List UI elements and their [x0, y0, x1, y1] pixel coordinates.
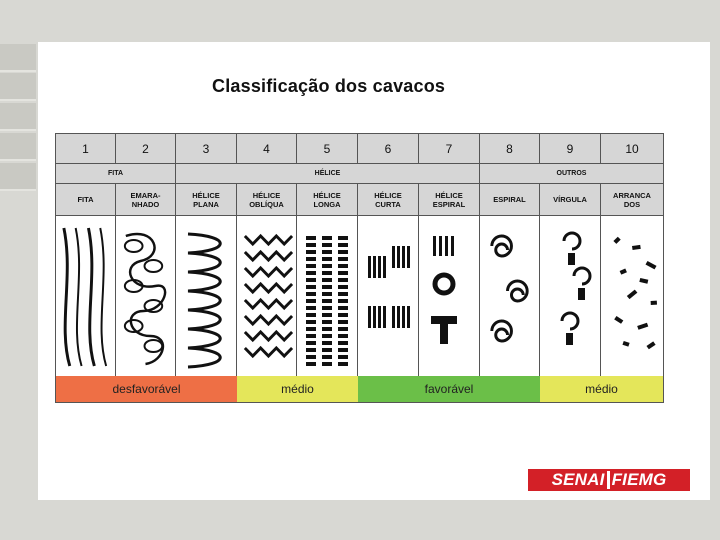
chip-illustration: [419, 216, 480, 376]
chip-type-line1: HÉLICE: [252, 190, 281, 200]
rating-cell: [237, 376, 358, 402]
chip-drawing: [176, 216, 236, 376]
column-number-label: 2: [142, 141, 149, 156]
chip-drawing: [480, 216, 539, 376]
rating-cell: [358, 376, 540, 402]
chip-drawing: [297, 216, 357, 376]
chip-illustration: [358, 216, 419, 376]
column-number: [297, 134, 358, 163]
rating-label: desfavorável: [112, 382, 181, 396]
chip-type-header: [297, 184, 358, 215]
group-header-label: FITA: [107, 170, 124, 177]
column-number-label: 6: [384, 141, 392, 156]
chip-illustration: [237, 216, 297, 376]
column-number: [358, 134, 419, 163]
chip-drawing: [358, 216, 418, 376]
chip-type-header: [419, 184, 480, 215]
column-number: [540, 134, 601, 163]
chip-type-line1: VÍRGULA: [553, 195, 587, 204]
chip-illustration: [116, 216, 176, 376]
chip-type-header: [116, 184, 176, 215]
sidebar-strip: [0, 73, 36, 101]
sidebar-strip: [0, 133, 36, 161]
group-header-label: HÉLICE: [314, 170, 341, 177]
column-number-label: 8: [506, 141, 513, 156]
chip-illustration: [480, 216, 540, 376]
sidebar-strip: [0, 163, 36, 191]
chip-type-line1: HÉLICE: [313, 190, 341, 200]
chip-type-header: [176, 184, 237, 215]
group-header: [56, 164, 176, 183]
chip-type-label: [77, 195, 93, 204]
group-header: [176, 164, 480, 183]
chip-type-line2: PLANA: [193, 199, 219, 209]
rating-row: [56, 376, 663, 402]
chip-drawing: [601, 216, 663, 376]
slide: [38, 42, 710, 500]
chip-drawing: [116, 216, 175, 376]
chip-type-label: [493, 195, 526, 204]
column-number: [480, 134, 540, 163]
chip-type-header: [540, 184, 601, 215]
sidebar-strip: [0, 44, 36, 72]
chip-illustration: [540, 216, 601, 376]
group-row: [56, 164, 663, 184]
chip-type-line2: LONGA: [313, 199, 341, 209]
senai-fiemg-logo: [528, 469, 690, 491]
chip-type-line1: HÉLICE: [374, 190, 402, 200]
chip-type-label: [433, 191, 466, 209]
group-header: [480, 164, 663, 183]
rating-label: favorável: [424, 382, 474, 396]
chip-type-line1: EMARA-: [130, 190, 161, 200]
column-number: [601, 134, 663, 163]
chip-type-label: [313, 191, 341, 209]
rating-cell: [540, 376, 663, 402]
chip-type-line1: ESPIRAL: [493, 195, 526, 204]
rating-label: médio: [281, 382, 314, 396]
chip-drawing: [419, 216, 479, 376]
chip-type-label: [192, 191, 220, 209]
chip-illustration: [297, 216, 358, 376]
chip-type-label: [249, 191, 284, 209]
column-number: [419, 134, 480, 163]
sidebar-strip: [0, 103, 36, 131]
chip-type-line2: CURTA: [375, 199, 401, 209]
slide-title: Classificação dos cavacos: [212, 76, 446, 96]
chip-drawing: [237, 216, 296, 376]
chip-drawing: [540, 216, 600, 376]
chip-classification-table: [55, 133, 664, 403]
chip-type-line1: ARRANCA: [613, 190, 651, 200]
chip-type-label: [374, 191, 402, 209]
chip-type-header: [358, 184, 419, 215]
chip-type-line2: DOS: [623, 199, 641, 209]
chip-type-label: [553, 195, 587, 204]
chip-drawing: [56, 216, 115, 376]
chip-illustration: [601, 216, 663, 376]
chip-type-line1: HÉLICE: [435, 190, 463, 200]
chip-type-label: [131, 191, 161, 209]
column-number-label: 3: [202, 141, 210, 156]
column-number-label: 1: [82, 141, 89, 156]
chip-type-header: [480, 184, 540, 215]
column-number-label: 5: [323, 141, 331, 156]
column-number-label: 9: [566, 141, 574, 156]
chip-type-header: [56, 184, 116, 215]
rating-cell: [56, 376, 237, 402]
column-number: [56, 134, 116, 163]
logo-senai: SENAI: [551, 470, 605, 489]
chip-type-line2: NHADO: [131, 199, 160, 209]
rating-label: médio: [585, 382, 618, 396]
column-number: [237, 134, 297, 163]
type-row: [56, 184, 663, 216]
chip-type-line2: ESPIRAL: [432, 199, 466, 209]
column-number-label: 10: [625, 141, 639, 156]
chip-type-label: [613, 191, 651, 209]
chip-illustration: [176, 216, 237, 376]
chip-type-line1: FITA: [77, 195, 94, 204]
column-number-label: 4: [263, 141, 270, 156]
chip-type-header: [601, 184, 663, 215]
column-number-label: 7: [445, 141, 453, 156]
chip-type-line2: OBLÍQUA: [249, 199, 284, 209]
logo-fiemg: FIEMG: [611, 470, 667, 489]
chip-type-line1: HÉLICE: [192, 190, 220, 200]
logo-divider: [607, 471, 610, 489]
chip-image-row: [56, 216, 663, 376]
chip-type-header: [237, 184, 297, 215]
chip-illustration: [56, 216, 116, 376]
column-number: [116, 134, 176, 163]
column-number: [176, 134, 237, 163]
number-row: [56, 134, 663, 164]
group-header-label: OUTROS: [556, 170, 587, 177]
